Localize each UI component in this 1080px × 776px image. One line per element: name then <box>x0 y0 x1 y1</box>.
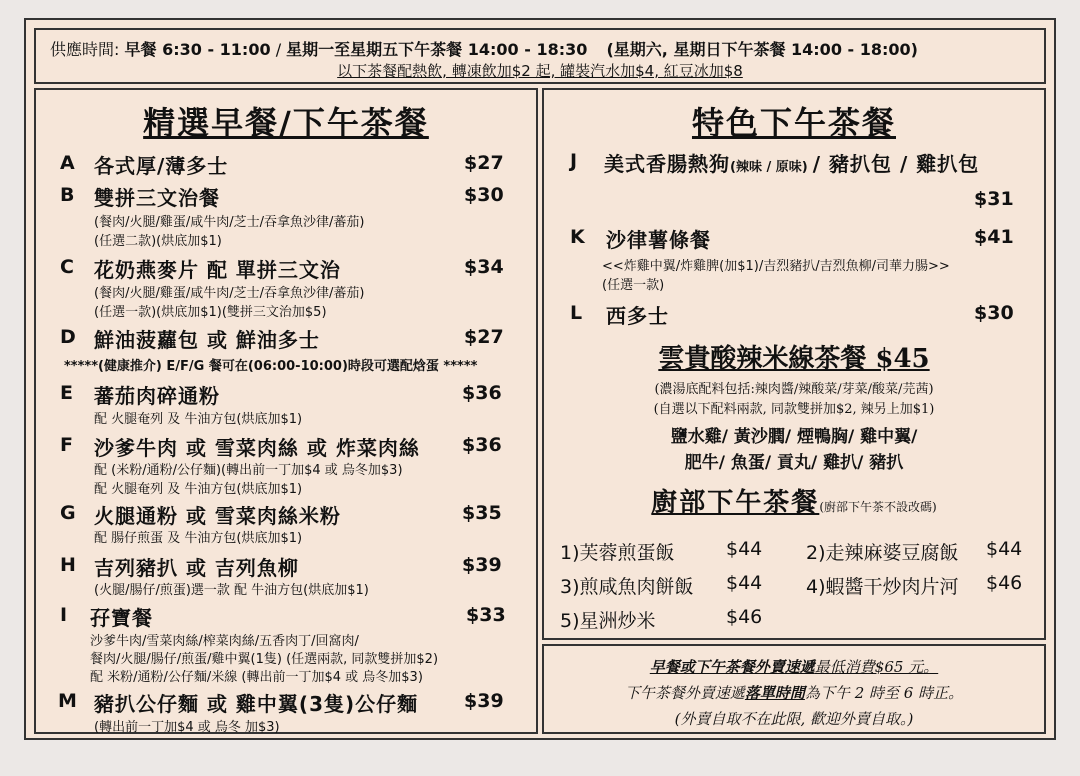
noodle-set-title: 雲貴酸辣米線茶餐 $45 <box>658 344 930 374</box>
kitchen-price: $44 <box>986 538 1023 560</box>
item-detail: 配 米粉/通粉/公仔麵/米線 (轉出前一丁加$4 或 烏冬加$3) <box>90 670 423 685</box>
item-detail: (任選一款) <box>602 278 665 293</box>
kitchen-note: (廚部下午茶不設改碼) <box>819 500 937 514</box>
kitchen-header <box>544 482 1044 519</box>
item-detail: (餐肉/火腿/雞蛋/咸牛肉/芝士/吞拿魚沙律/蕃茄) <box>94 215 365 230</box>
item-price: $39 <box>464 690 504 712</box>
item-code: D <box>60 326 76 348</box>
item-code: H <box>60 554 76 576</box>
item-detail: 配 火腿奄列 及 牛油方包(烘底加$1) <box>94 482 303 497</box>
item-price: $39 <box>462 554 502 576</box>
item-name: 蕃茄肉碎通粉 <box>94 384 220 408</box>
item-detail: 沙爹牛肉/雪菜肉絲/榨菜肉絲/五香肉丁/回窩肉/ <box>90 634 359 649</box>
item-name: 各式厚/薄多士 <box>94 154 229 178</box>
right-title: 特色下午茶餐 <box>691 104 896 142</box>
item-detail: 配 火腿奄列 及 牛油方包(烘底加$1) <box>94 412 303 427</box>
hours-line <box>50 37 918 60</box>
kitchen-price: $46 <box>986 572 1023 594</box>
kitchen-price: $46 <box>726 606 763 628</box>
item-price: $35 <box>462 502 502 524</box>
item-name: 孖寶餐 <box>90 606 153 630</box>
kitchen-price: $44 <box>726 538 763 560</box>
item-name-main: 美式香腸熱狗 <box>604 152 730 176</box>
item-name: 火腿通粉 或 雪菜肉絲米粉 <box>94 504 341 528</box>
item-name <box>604 148 979 177</box>
noodle-set-detail: (濃湯底配料包括:辣肉醬/辣酸菜/芽菜/酸菜/芫茜) <box>654 382 934 397</box>
item-price: $30 <box>464 184 504 206</box>
item-name-small: (辣味 / 原味) <box>730 160 808 175</box>
item-code: C <box>60 256 74 278</box>
item-name: 豬扒公仔麵 或 雞中翼(3隻)公仔麵 <box>94 692 419 716</box>
takeaway-hours-label: 下午茶餐外賣速遞 <box>624 684 745 702</box>
weekday-tea-hours: 星期一至星期五下午茶餐 14:00 - 18:30 <box>286 40 588 59</box>
kitchen-price: $44 <box>726 572 763 594</box>
item-name: 花奶燕麥片 配 單拼三文治 <box>94 258 341 282</box>
item-price: $41 <box>974 226 1014 248</box>
item-code: I <box>60 604 68 626</box>
item-detail: (火腿/腸仔/煎蛋)選一款 配 牛油方包(烘底加$1) <box>94 583 369 598</box>
item-price: $36 <box>462 434 502 456</box>
kitchen-item: 4)蝦醬干炒肉片河 <box>806 576 959 598</box>
takeaway-label: 早餐或下午茶餐外賣速遞 <box>649 658 815 676</box>
item-detail: (任選一款)(烘底加$1)(雙拼三文治加$5) <box>94 305 327 320</box>
takeaway-min-spend: 最低消費$65 元。 <box>814 658 939 676</box>
takeaway-self-pickup: (外賣自取不在此限, 歡迎外賣自取。) <box>674 710 914 728</box>
takeaway-panel <box>542 644 1046 734</box>
order-time-value: 為下午 2 時至 6 時正。 <box>804 684 964 702</box>
item-price: $31 <box>974 188 1014 210</box>
menu-sheet <box>24 18 1056 740</box>
item-name: 沙爹牛肉 或 雪菜肉絲 或 炸菜肉絲 <box>94 436 420 460</box>
item-name: 鮮油菠蘿包 或 鮮油多士 <box>94 328 320 352</box>
item-price: $27 <box>464 326 504 348</box>
drinks-note: 以下茶餐配熱飲, 轉凍飲加$2 起, 罐裝汽水加$4, 紅豆冰加$8 <box>337 62 743 80</box>
item-code: B <box>60 184 75 206</box>
breakfast-hours: 早餐 6:30 - 11:00 <box>124 40 271 59</box>
takeaway-hours <box>544 682 1044 703</box>
noodle-set-detail: (自選以下配料兩款, 同款雙拼加$2, 辣另上加$1) <box>653 402 935 417</box>
item-code: L <box>570 302 583 324</box>
breakfast-tea-panel <box>34 88 538 734</box>
item-name: 沙律薯條餐 <box>606 228 711 252</box>
item-price: $34 <box>464 256 504 278</box>
left-title: 精選早餐/下午茶餐 <box>143 104 429 142</box>
kitchen-item: 5)星洲炒米 <box>560 610 656 632</box>
item-detail: 配 腸仔煎蛋 及 牛油方包(烘底加$1) <box>94 531 303 546</box>
kitchen-title: 廚部下午茶餐 <box>651 488 820 518</box>
item-code: F <box>60 434 73 456</box>
item-code: K <box>570 226 585 248</box>
item-price: $30 <box>974 302 1014 324</box>
item-detail: 配 (米粉/通粉/公仔麵)(轉出前一丁加$4 或 烏冬加$3) <box>94 463 403 478</box>
hours-label: 供應時間: <box>50 40 120 59</box>
order-time-label: 落單時間 <box>744 684 805 702</box>
item-name: 西多士 <box>606 304 669 328</box>
noodle-options: 肥牛/ 魚蛋/ 貢丸/ 雞扒/ 豬扒 <box>684 453 904 473</box>
item-detail: (餐肉/火腿/雞蛋/咸牛肉/芝士/吞拿魚沙律/蕃茄) <box>94 286 365 301</box>
item-price: $33 <box>466 604 506 626</box>
item-code: J <box>570 150 578 172</box>
item-price: $27 <box>464 152 504 174</box>
health-promo: *****(健康推介) E/F/G 餐可在(06:00-10:00)時段可選配焓蛋 ***** <box>64 359 478 374</box>
noodle-options: 鹽水雞/ 黃沙膶/ 煙鴨胸/ 雞中翼/ <box>670 427 918 447</box>
item-detail: (任選二款)(烘底加$1) <box>94 234 222 249</box>
item-name-extra: / 豬扒包 / 雞扒包 <box>812 152 980 176</box>
kitchen-item: 3)煎咸魚肉餅飯 <box>560 576 694 598</box>
kitchen-item: 1)芙蓉煎蛋飯 <box>560 542 675 564</box>
item-code: M <box>58 690 77 712</box>
weekend-tea-hours: (星期六, 星期日下午茶餐 14:00 - 18:00) <box>606 40 918 59</box>
item-detail: (轉出前一丁加$4 或 烏冬 加$3) <box>94 720 280 735</box>
hours-separator: / <box>275 40 287 59</box>
hours-panel <box>34 28 1046 84</box>
kitchen-item: 2)走辣麻婆豆腐飯 <box>806 542 959 564</box>
item-detail: 餐肉/火腿/腸仔/煎蛋/雞中翼(1隻) (任選兩款, 同款雙拼加$2) <box>90 652 439 667</box>
item-name: 雙拼三文治餐 <box>94 186 220 210</box>
item-detail: <<炸雞中翼/炸雞脾(加$1)/吉烈豬扒/吉烈魚柳/司華力腸>> <box>602 259 950 274</box>
item-name: 吉列豬扒 或 吉列魚柳 <box>94 556 299 580</box>
item-code: G <box>60 502 76 524</box>
item-code: A <box>60 152 75 174</box>
item-price: $36 <box>462 382 502 404</box>
special-tea-panel <box>542 88 1046 640</box>
item-code: E <box>60 382 73 404</box>
takeaway-min <box>544 656 1044 677</box>
